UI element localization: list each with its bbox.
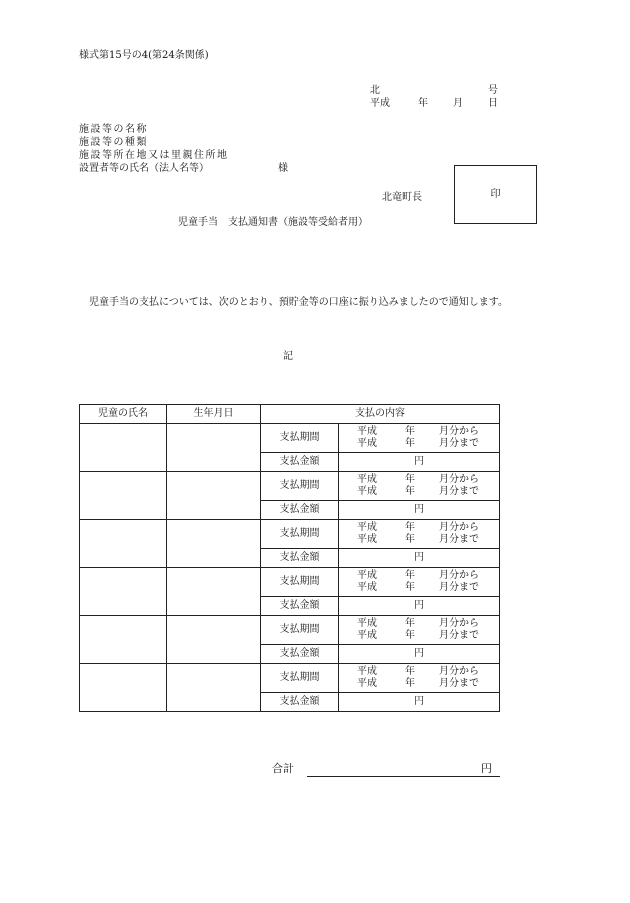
period-to-suffix: 月分まで (439, 678, 479, 689)
period-from-year-unit: 年 (405, 522, 415, 533)
payment-period-label: 支払期間 (261, 616, 339, 645)
payment-amount-cell: 円 (339, 597, 500, 616)
child-name-cell (80, 616, 167, 664)
period-to-year-unit: 年 (405, 486, 415, 497)
birth-date-cell (167, 568, 261, 616)
period-to-year-unit: 年 (405, 534, 415, 545)
period-from-suffix: 月分から (439, 426, 479, 437)
period-from-year-unit: 年 (405, 426, 415, 437)
period-from-year-unit: 年 (405, 618, 415, 629)
table-header-row (80, 405, 500, 424)
period-to-year-unit: 年 (405, 582, 415, 593)
period-from-era: 平成 (357, 426, 377, 437)
total-yen: 円 (481, 762, 492, 775)
header-payment-content: 支払の内容 (261, 405, 500, 424)
period-from-suffix: 月分から (439, 522, 479, 533)
child-name-cell (80, 520, 167, 568)
period-from-year-unit: 年 (405, 474, 415, 485)
issuer-title: 北竜町長 (382, 192, 422, 203)
doc-ref-prefix: 北 (370, 85, 380, 96)
period-from-year-unit: 年 (405, 570, 415, 581)
child-name-cell (80, 664, 167, 712)
facility-name-label: 施設等の名称 (79, 124, 148, 135)
period-from-era: 平成 (357, 570, 377, 581)
period-to-suffix: 月分まで (439, 582, 479, 593)
child-name-cell (80, 568, 167, 616)
period-from-suffix: 月分から (439, 474, 479, 485)
birth-date-cell (167, 520, 261, 568)
payment-period-cell (339, 472, 500, 501)
birth-date-cell (167, 424, 261, 472)
table-row (80, 424, 500, 453)
founder-name-label: 設置者等の氏名（法人名等） (79, 163, 209, 174)
period-from-era: 平成 (357, 474, 377, 485)
payment-period-label: 支払期間 (261, 472, 339, 501)
period-from-suffix: 月分から (439, 570, 479, 581)
period-to-suffix: 月分まで (439, 534, 479, 545)
doc-ref-suffix: 号 (488, 85, 498, 96)
period-to-era: 平成 (357, 630, 377, 641)
period-from-suffix: 月分から (439, 618, 479, 629)
doc-date-day-unit: 日 (488, 98, 498, 109)
payment-amount-label: 支払金額 (261, 597, 339, 616)
doc-date-year-unit: 年 (418, 98, 428, 109)
period-to-era: 平成 (357, 582, 377, 593)
period-from-era: 平成 (357, 618, 377, 629)
period-to-era: 平成 (357, 678, 377, 689)
birth-date-cell (167, 616, 261, 664)
table-row (80, 520, 500, 549)
payment-amount-cell: 円 (339, 453, 500, 472)
payment-period-label: 支払期間 (261, 520, 339, 549)
child-name-cell (80, 472, 167, 520)
payment-period-label: 支払期間 (261, 568, 339, 597)
payment-amount-cell: 円 (339, 645, 500, 664)
payment-period-cell (339, 616, 500, 645)
payment-table (79, 404, 500, 712)
ki-label: 記 (283, 351, 293, 362)
facility-address-label: 施設等所在地又は里親住所地 (79, 150, 229, 161)
total-underline (307, 776, 500, 777)
payment-period-label: 支払期間 (261, 664, 339, 693)
payment-amount-label: 支払金額 (261, 645, 339, 664)
period-to-year-unit: 年 (405, 438, 415, 449)
document-title: 児童手当 支払通知書（施設等受給者用） (178, 217, 368, 228)
payment-amount-cell: 円 (339, 693, 500, 712)
period-to-era: 平成 (357, 534, 377, 545)
form-number: 様式第15号の4(第24条関係) (79, 50, 209, 61)
header-child-name: 児童の氏名 (80, 405, 167, 424)
body-text: 児童手当の支払については、次のとおり、預貯金等の口座に振り込みましたので通知します。 (79, 297, 508, 308)
period-to-era: 平成 (357, 438, 377, 449)
period-to-year-unit: 年 (405, 630, 415, 641)
period-from-era: 平成 (357, 666, 377, 677)
period-to-suffix: 月分まで (439, 486, 479, 497)
period-to-suffix: 月分まで (439, 630, 479, 641)
period-to-era: 平成 (357, 486, 377, 497)
payment-period-cell (339, 424, 500, 453)
period-to-year-unit: 年 (405, 678, 415, 689)
table-row (80, 472, 500, 501)
period-to-suffix: 月分まで (439, 438, 479, 449)
payment-amount-cell: 円 (339, 549, 500, 568)
payment-period-label: 支払期間 (261, 424, 339, 453)
birth-date-cell (167, 472, 261, 520)
table-row (80, 568, 500, 597)
child-name-cell (80, 424, 167, 472)
payment-amount-label: 支払金額 (261, 501, 339, 520)
birth-date-cell (167, 664, 261, 712)
honorific: 様 (278, 163, 288, 174)
payment-period-cell (339, 664, 500, 693)
doc-date-era: 平成 (370, 98, 390, 109)
payment-period-cell (339, 520, 500, 549)
payment-amount-label: 支払金額 (261, 549, 339, 568)
payment-amount-cell: 円 (339, 501, 500, 520)
table-row (80, 664, 500, 693)
header-birth-date: 生年月日 (167, 405, 261, 424)
payment-period-cell (339, 568, 500, 597)
seal-label: 印 (490, 189, 501, 200)
seal-box (454, 165, 537, 224)
doc-date-month-unit: 月 (453, 98, 463, 109)
payment-amount-label: 支払金額 (261, 453, 339, 472)
total-label: 合計 (272, 762, 294, 775)
payment-amount-label: 支払金額 (261, 693, 339, 712)
period-from-year-unit: 年 (405, 666, 415, 677)
table-row (80, 616, 500, 645)
period-from-era: 平成 (357, 522, 377, 533)
period-from-suffix: 月分から (439, 666, 479, 677)
facility-type-label: 施設等の種類 (79, 137, 148, 148)
